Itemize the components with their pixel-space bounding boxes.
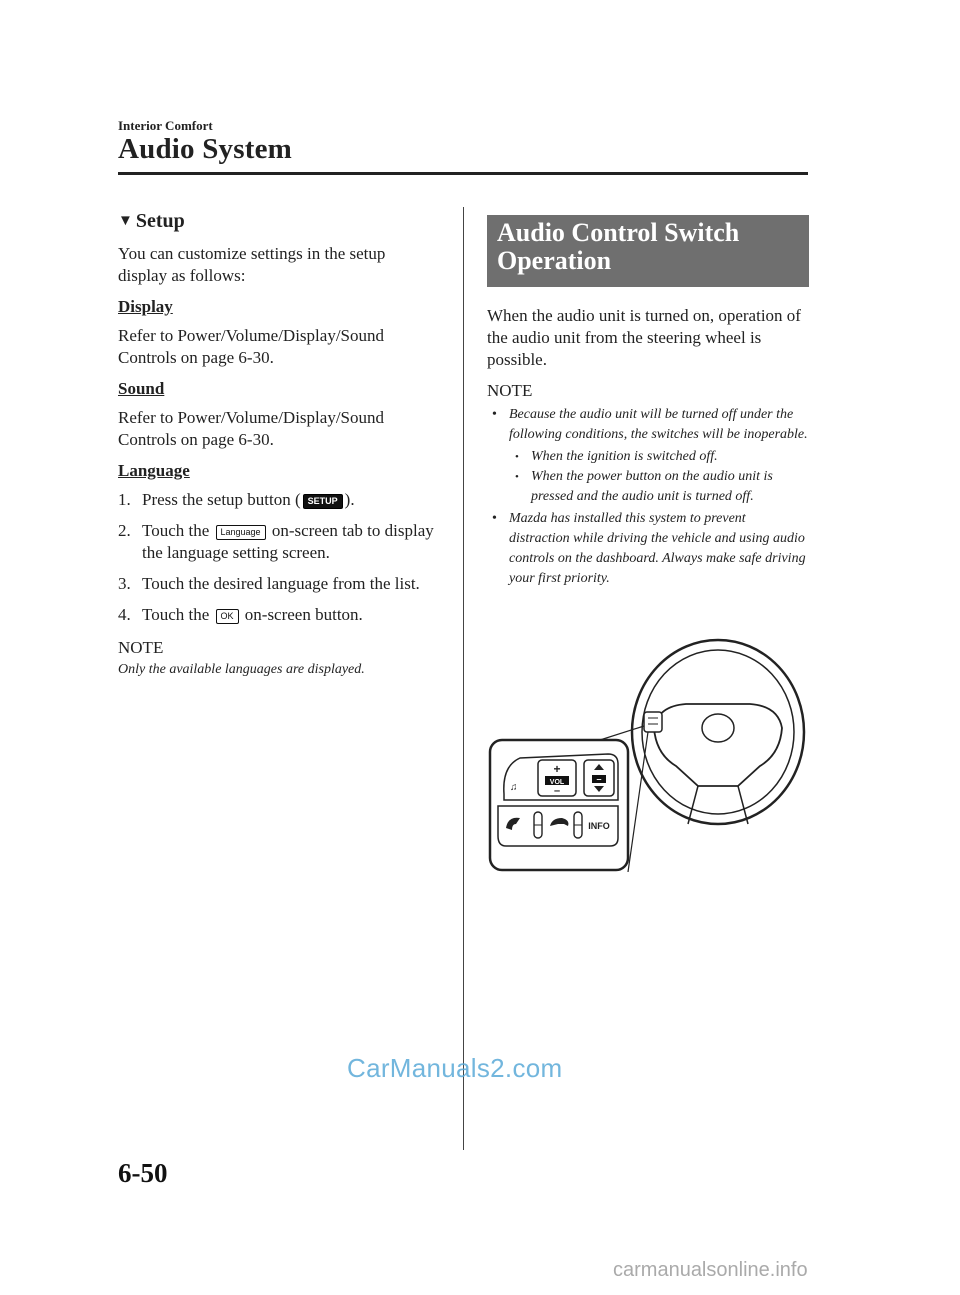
sound-text: Refer to Power/Volume/Display/Sound Controls on page 6-30. [118,408,384,449]
section-label: Interior Comfort [118,118,213,133]
ok-button-icon: OK [216,609,239,624]
step-4: 4. Touch the OK on-screen button. [118,605,363,624]
audio-note-list [487,405,809,589]
audio-note-label: NOTE [487,381,533,400]
svg-text:♫: ♫ [510,782,518,793]
footer-url[interactable]: carmanualsonline.info [613,1259,808,1281]
sound-subheading: Sound [118,379,165,398]
svg-text:VOL: VOL [549,779,565,786]
setup-intro: You can customize settings in the setup display as follows: [118,244,386,285]
header-divider [118,172,808,175]
page-title: Audio System [118,133,293,165]
list-item: • Because the audio unit will be turned off under the following conditions, the switches will be inoperable. • When the ignition is switched off. • When the power button on the audio unit is pressed and the audio unit is turned off. [487,405,809,507]
triangle-down-icon: ▼ [118,213,133,229]
audio-control-column [487,215,809,591]
audio-control-intro: When the audio unit is turned on, operation of the audio unit from the steering wheel is possible. [487,306,801,369]
list-item: • When the power button on the audio unit is pressed and the audio unit is turned off. [509,467,809,507]
step-3: 3. Touch the desired language from the list. [118,574,420,593]
display-text: Refer to Power/Volume/Display/Sound Controls on page 6-30. [118,326,384,367]
svg-text:–: – [553,785,561,797]
watermark-text: CarManuals2.com [347,1053,563,1083]
page-number: 6-50 [118,1158,168,1188]
list-item: • When the ignition is switched off. [509,447,809,467]
column-divider [463,207,464,1150]
svg-text:+: + [553,762,561,776]
list-item: • Mazda has installed this system to prevent distraction while driving the vehicle and using audio controls on the dashboard. Always make safe driving your first priority. [487,509,809,589]
svg-text:–: – [596,774,602,784]
audio-control-heading: Audio Control Switch Operation [487,215,809,287]
svg-text:INFO: INFO [588,821,610,831]
setup-heading [118,210,438,233]
display-subheading: Display [118,297,173,316]
step-1: 1. Press the setup button ( SETUP ). [118,490,355,509]
steering-wheel-figure [488,636,810,872]
setup-note-text: Only the available languages are displayed. [118,662,365,677]
setup-column [118,210,438,678]
language-subheading: Language [118,461,190,480]
step-2: 2. Touch the Language on-screen tab to display the language setting screen. [118,521,434,562]
language-tab-icon: Language [216,525,266,540]
setup-heading-text: Setup [135,210,185,232]
setup-button-icon: SETUP [303,494,343,509]
setup-note-label: NOTE [118,638,164,657]
